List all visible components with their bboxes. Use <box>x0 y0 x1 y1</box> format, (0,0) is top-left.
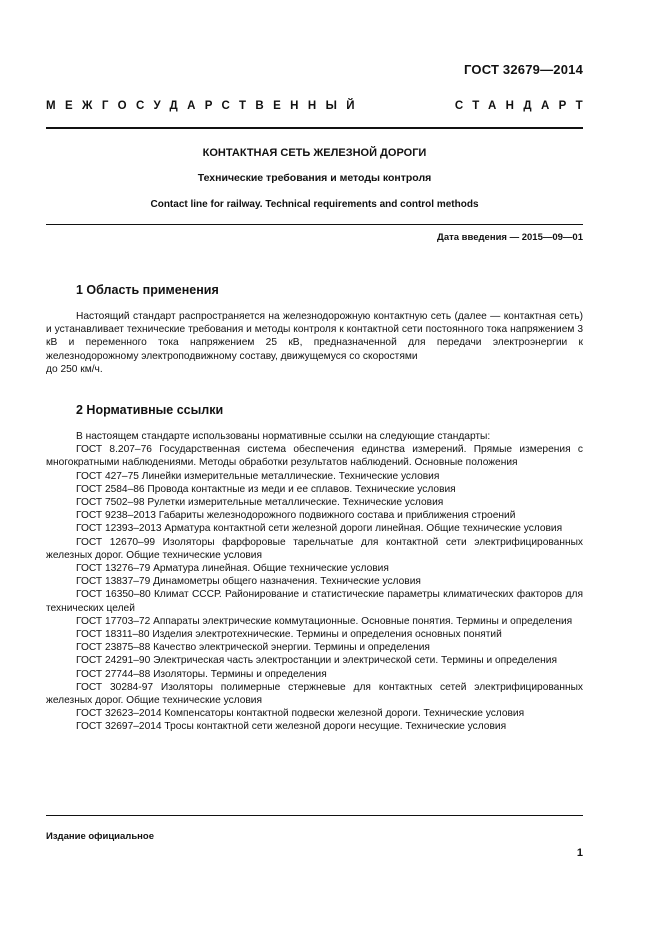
list-item: ГОСТ 27744–88 Изоляторы. Термины и определения <box>76 668 327 680</box>
normative-references-list <box>46 430 583 734</box>
document-title: КОНТАКТНАЯ СЕТЬ ЖЕЛЕЗНОЙ ДОРОГИ <box>202 147 427 159</box>
list-item: ГОСТ 12393–2013 Арматура контактной сети железной дороги линейная. Общие технические условия <box>76 523 563 535</box>
list-item: ГОСТ 2584–86 Провода контактные из меди и ее сплавов. Технические условия <box>76 483 456 495</box>
list-item: ГОСТ 427–75 Линейки измерительные металлические. Технические условия <box>76 470 440 482</box>
introduction-date: Дата введения — 2015—09—01 <box>437 232 583 243</box>
list-item: ГОСТ 32697–2014 Тросы контактной сети железной дороги несущие. Технические условия <box>76 721 507 733</box>
list-item: ГОСТ 32623–2014 Компенсаторы контактной подвески железной дороги. Технические условия <box>76 708 525 720</box>
gost-code: ГОСТ 32679—2014 <box>464 62 583 77</box>
list-item: ГОСТ 24291–90 Электрическая часть электростанции и электрической сети. Термины и определения <box>76 655 557 667</box>
band-left-text: МЕЖГОСУДАРСТВЕННЫЙ <box>46 100 364 112</box>
section-1-paragraph-tail: до 250 км/ч. <box>46 363 103 375</box>
list-item: ГОСТ 13276–79 Арматура линейная. Общие технические условия <box>76 563 389 575</box>
band-right-text: СТАНДАРТ <box>454 100 592 112</box>
header-rule <box>46 127 583 129</box>
list-item: ГОСТ 23875–88 Качество электрической энергии. Термины и определения <box>76 642 430 654</box>
official-edition-note: Издание официальное <box>46 831 154 842</box>
section-1-heading: 1 Область применения <box>76 283 219 297</box>
footer-rule <box>46 815 583 816</box>
list-item: ГОСТ 16350–80 Климат СССР. Районирование и статистические параметры климатических факторов для технических целей <box>46 589 583 614</box>
page-number: 1 <box>576 847 583 859</box>
list-item: В настоящем стандарте использованы нормативные ссылки на следующие стандарты: <box>76 431 491 442</box>
section-1-paragraph: Настоящий стандарт распространяется на железнодорожную контактную сеть (далее — контактная сеть) и устанавливает технические требования и методы контроля к контактной сети постоянного тока напряжением 3 кВ и переменного тока напряжением 25 кВ, предназначенной для передачи электроэнергии к железнодорожному электроподвижному составу, движущемуся со скоростями <box>46 311 583 362</box>
section-2-heading: 2 Нормативные ссылки <box>76 403 224 417</box>
list-item: ГОСТ 30284-97 Изоляторы полимерные стержневые для контактных сетей электрифицированных железных дорог. Общие технические условия <box>46 681 583 707</box>
list-item: ГОСТ 7502–98 Рулетки измерительные металлические. Технические условия <box>76 497 444 509</box>
list-item: ГОСТ 18311–80 Изделия электротехнические. Термины и определения основных понятий <box>76 629 502 641</box>
list-item: ГОСТ 13837–79 Динамометры общего назначения. Технические условия <box>76 576 421 588</box>
list-item: ГОСТ 8.207–76 Государственная система обеспечения единства измерений. Прямые измерения с многократными наблюдениями. Методы обработки результатов наблюдений. Основные положения <box>46 444 583 469</box>
document-subtitle: Технические требования и методы контроля <box>197 172 432 184</box>
list-item: ГОСТ 17703–72 Аппараты электрические коммутационные. Основные понятия. Термины и определения <box>76 615 573 627</box>
list-item: ГОСТ 9238–2013 Габариты железнодорожного подвижного состава и приближения строений <box>76 510 516 522</box>
section-1-body <box>46 310 583 376</box>
english-title: Contact line for railway. Technical requirements and control methods <box>150 199 479 210</box>
list-item: ГОСТ 12670–99 Изоляторы фарфоровые тарельчатые для контактной сети электрифицированных железных дорог. Общие технические условия <box>46 536 583 561</box>
title-rule <box>46 224 583 225</box>
